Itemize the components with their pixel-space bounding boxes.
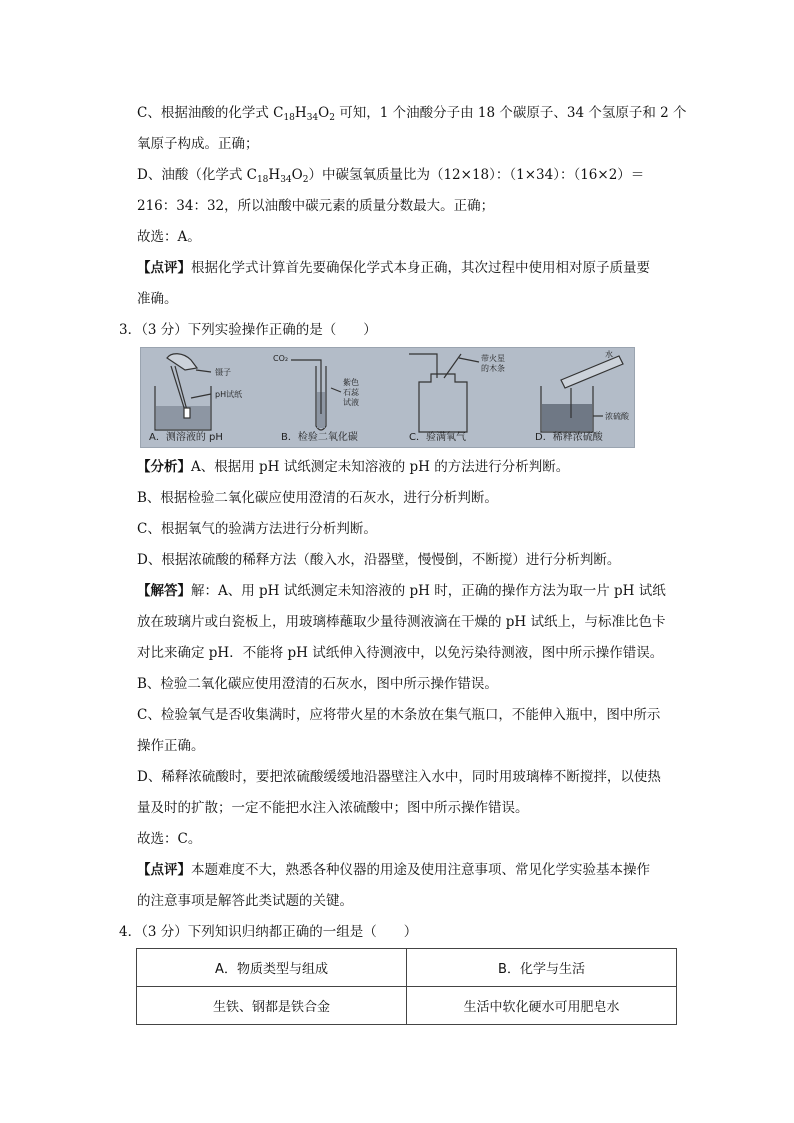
label-ph-paper: pH试纸 xyxy=(215,390,243,399)
caption-b: B．检验二氧化碳 xyxy=(281,432,358,443)
comment-1-cont: 准确。 xyxy=(137,291,178,307)
label-litmus-1: 紫色 xyxy=(343,378,359,387)
caption-a: A．测溶液的 pH xyxy=(149,432,223,443)
analysis-b: B、根据检验二氧化碳应使用澄清的石灰水，进行分析判断。 xyxy=(137,490,498,506)
label-acid: 浓硫酸 xyxy=(605,412,629,421)
label-water: 水 xyxy=(605,350,613,359)
answer-choice-a: 故选：A。 xyxy=(137,229,201,245)
answer-b: B、检验二氧化碳应使用澄清的石灰水，图中所示操作错误。 xyxy=(137,676,498,692)
experiment-figure xyxy=(140,347,635,448)
comment-tag: 【点评】 xyxy=(137,260,191,276)
table-row xyxy=(137,949,677,987)
label-splint-1: 带火星 xyxy=(481,354,505,363)
answer-choice-c: 故选：C。 xyxy=(137,831,202,847)
analysis-tag: 【分析】 xyxy=(137,459,191,475)
answer-line-2: 放在玻璃片或白瓷板上，用玻璃棒蘸取少量待测液滴在干燥的 pH 试纸上，与标准比色卡 xyxy=(137,614,666,630)
analysis-c: C、根据氧气的验满方法进行分析判断。 xyxy=(137,521,377,537)
knowledge-table xyxy=(136,948,677,1025)
answer-line-3: 对比来确定 pH．不能将 pH 试纸伸入待测液中，以免污染待测液，图中所示操作错误。 xyxy=(137,645,664,661)
option-c-line-2: 氧原子构成。正确； xyxy=(137,136,259,152)
comment-2-cont: 的注意事项是解答此类试题的关键。 xyxy=(137,893,353,909)
label-litmus-3: 试液 xyxy=(343,398,359,407)
answer-c-1: C、检验氧气是否收集满时，应将带火星的木条放在集气瓶口，不能伸入瓶中，图中所示 xyxy=(137,707,661,723)
table-cell-b: 生活中软化硬水可用肥皂水 xyxy=(407,987,677,1025)
label-splint-2: 的木条 xyxy=(481,364,505,373)
answer-line-1: 【解答】解：A、用 pH 试纸测定未知溶液的 pH 时，正确的操作方法为取一片 pH 试纸 xyxy=(137,583,666,599)
label-tweezers: 镊子 xyxy=(215,368,231,377)
analysis-d: D、根据浓硫酸的稀释方法（酸入水，沿器壁，慢慢倒，不断搅）进行分析判断。 xyxy=(137,552,621,568)
caption-c: C．验满氧气 xyxy=(409,432,466,443)
question-3: 3．（3 分）下列实验操作正确的是（ ） xyxy=(119,322,377,338)
comment-1: 【点评】根据化学式计算首先要确保化学式本身正确，其次过程中使用相对原子质量要 xyxy=(137,260,650,276)
table-row xyxy=(137,987,677,1025)
answer-c-2: 操作正确。 xyxy=(137,738,205,754)
comment-tag-2: 【点评】 xyxy=(137,862,191,878)
caption-d: D．稀释浓硫酸 xyxy=(535,432,603,443)
answer-d-2: 量及时的扩散；一定不能把水注入浓硫酸中；图中所示操作错误。 xyxy=(137,800,529,816)
label-litmus-2: 石蕊 xyxy=(343,388,359,397)
label-co2: CO₂ xyxy=(273,354,289,363)
question-4: 4．（3 分）下列知识归纳都正确的一组是（ ） xyxy=(119,924,418,940)
option-d-line-1: D、油酸（化学式 $C_{18}H_{34}O_2$）中碳氢氧质量比为（12×18）：（1×34）：（16×2）＝ xyxy=(137,167,645,185)
answer-d-1: D、稀释浓硫酸时，要把浓硫酸缓缓地沿器壁注入水中，同时用玻璃棒不断搅拌，以使热 xyxy=(137,769,661,785)
analysis-a: 【分析】A、根据用 pH 试纸测定未知溶液的 pH 的方法进行分析判断。 xyxy=(137,459,570,475)
option-d-line-2: 216：34：32，所以油酸中碳元素的质量分数最大。正确； xyxy=(137,198,495,214)
answer-tag: 【解答】 xyxy=(137,583,191,599)
table-header-a: A．物质类型与组成 xyxy=(137,949,407,987)
option-c-line-1: C、根据油酸的化学式 $C_{18}H_{34}O_2$ 可知，1 个油酸分子由 18 个碳原子、34 个氢原子和 2 个 xyxy=(137,105,687,123)
table-header-b: B．化学与生活 xyxy=(407,949,677,987)
table-cell-a: 生铁、钢都是铁合金 xyxy=(137,987,407,1025)
comment-2: 【点评】本题难度不大，熟悉各种仪器的用途及使用注意事项、常见化学实验基本操作 xyxy=(137,862,650,878)
